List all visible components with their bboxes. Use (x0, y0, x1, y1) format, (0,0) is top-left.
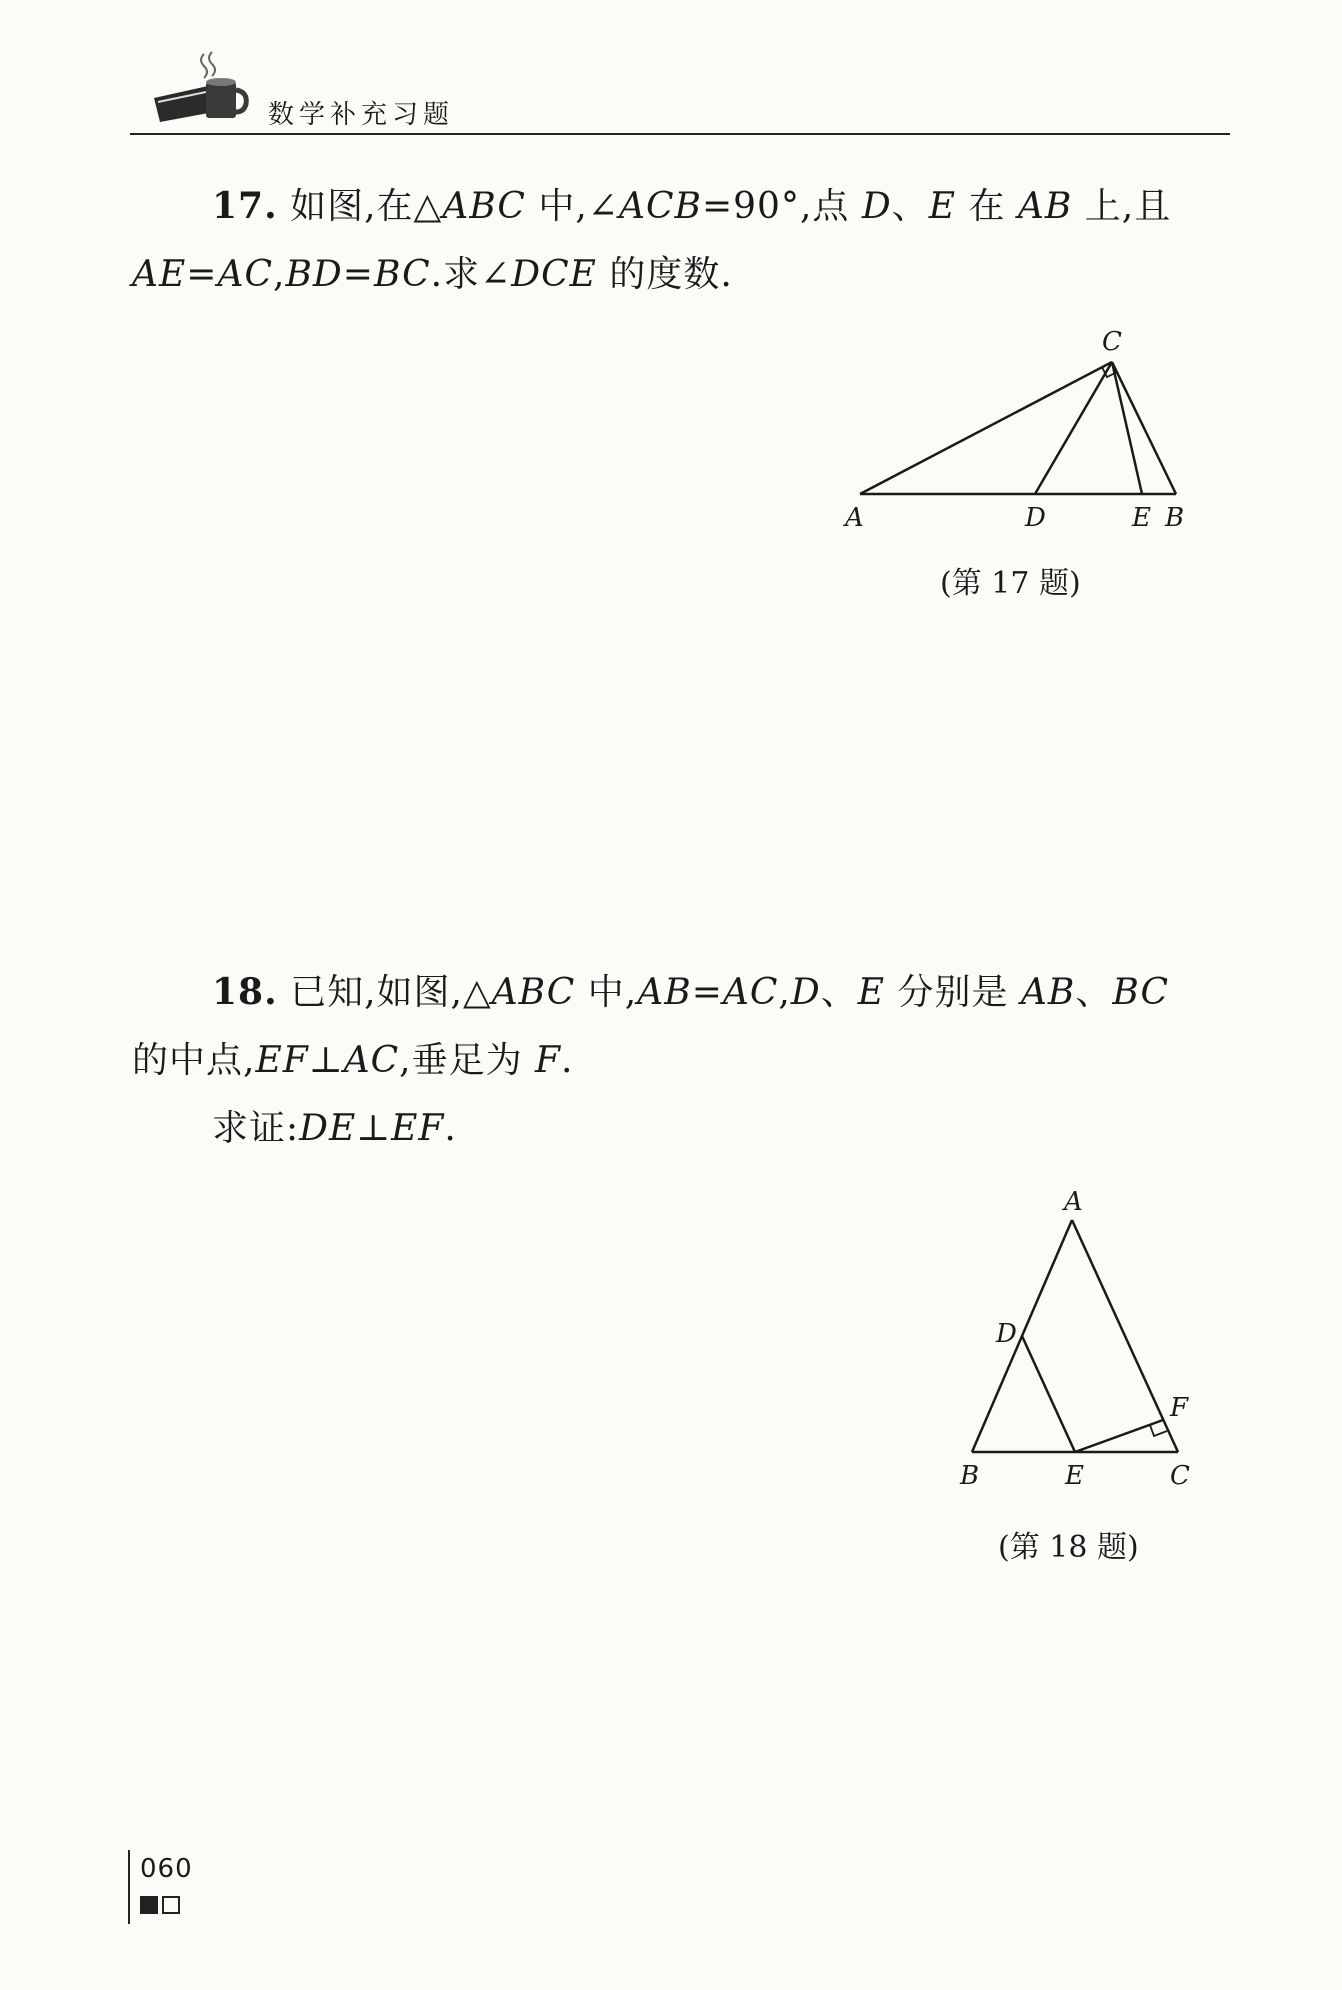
page-bar (128, 1850, 130, 1924)
text-segment: 在 (956, 186, 1018, 227)
text-segment: 已知,如图,△ (290, 972, 492, 1013)
label-f: F (1170, 1393, 1189, 1423)
label-c: C (1102, 327, 1122, 357)
text-segment: 如图,在△ (290, 186, 443, 227)
caption-17: (第 17 题) (940, 566, 1081, 601)
label-b: B (1165, 503, 1185, 533)
label-c: C (1170, 1461, 1190, 1491)
text-segment: . (444, 1108, 457, 1149)
math-symbol: BC (373, 254, 431, 295)
problem-18-number: 18. (212, 971, 278, 1013)
header-rule (130, 133, 1230, 135)
math-symbol: EF (391, 1108, 445, 1149)
text-segment: 中,∠ (525, 186, 619, 227)
segment-ce (1112, 362, 1142, 494)
text-segment: 分别是 (885, 972, 1021, 1013)
problem-18-line-2 (132, 1027, 1232, 1095)
page-marks (140, 1896, 180, 1914)
right-angle-mark (1150, 1425, 1167, 1436)
problem-17-number: 17. (212, 185, 278, 227)
label-d: D (1025, 503, 1046, 533)
text-segment: ⊥ (308, 1040, 344, 1081)
math-symbol: DCE (511, 254, 597, 295)
math-symbol: DE (299, 1108, 357, 1149)
empty-square-icon (162, 1896, 180, 1914)
label-b: B (960, 1461, 980, 1491)
problem-18-line-1 (132, 958, 1232, 1027)
label-a: A (845, 503, 864, 533)
math-symbol: ABC (491, 972, 576, 1013)
text-segment: 的中点, (132, 1040, 256, 1081)
math-symbol: AE (132, 254, 187, 295)
text-segment: ,垂足为 (399, 1040, 536, 1081)
segment-de (1022, 1336, 1075, 1452)
segment-cb (1112, 362, 1176, 494)
text-segment: 、 (891, 186, 929, 227)
math-symbol: AC (343, 1040, 400, 1081)
text-segment: =90°,点 (701, 186, 862, 227)
problem-18-text-2 (132, 1040, 573, 1081)
figure-18 (950, 1180, 1210, 1500)
problem-17-line-1 (132, 172, 1232, 241)
text-segment: ⊥ (356, 1108, 392, 1149)
text-segment: .求∠ (430, 254, 512, 295)
math-symbol: EF (255, 1040, 309, 1081)
problem-17-line-2 (132, 241, 1232, 309)
math-symbol: ABC (442, 186, 526, 227)
segment-ac (1072, 1220, 1178, 1452)
text-segment: = (691, 972, 723, 1013)
math-symbol: AC (217, 254, 273, 295)
text-segment: 、 (1075, 972, 1113, 1013)
text-segment: = (186, 254, 218, 295)
label-a: A (1064, 1187, 1083, 1217)
text-segment: 求证: (212, 1108, 300, 1149)
problem-17-text-2 (132, 254, 733, 295)
math-symbol: BD (285, 254, 343, 295)
page-number: 060 (140, 1854, 193, 1884)
problem-18-text-3 (212, 1108, 457, 1149)
label-d: D (996, 1319, 1017, 1349)
book-and-mug-icon (150, 46, 250, 126)
label-e: E (1132, 503, 1151, 533)
text-segment: 上,且 (1072, 186, 1172, 227)
text-segment: 、 (820, 972, 858, 1013)
math-symbol: E (857, 972, 886, 1013)
text-segment: , (778, 972, 791, 1013)
text-segment: = (342, 254, 374, 295)
problem-17 (132, 172, 1232, 309)
caption-18: (第 18 题) (998, 1530, 1139, 1565)
segment-ef (1075, 1420, 1163, 1452)
math-symbol: BC (1112, 972, 1170, 1013)
math-symbol: ACB (618, 186, 702, 227)
problem-18 (132, 958, 1232, 1163)
problem-18-line-3 (132, 1095, 1232, 1163)
problem-18-text-1 (290, 972, 1169, 1013)
math-symbol: AB (1017, 186, 1073, 227)
text-segment: , (273, 254, 286, 295)
label-e: E (1065, 1461, 1084, 1491)
header-title: 数学补充习题 (268, 100, 455, 130)
text-segment: . (561, 1040, 574, 1081)
math-symbol: E (928, 186, 957, 227)
text-segment: 的度数. (596, 254, 733, 295)
problem-17-text-1 (290, 186, 1171, 227)
text-segment: 中, (575, 972, 638, 1013)
math-symbol: D (861, 186, 892, 227)
math-symbol: AC (722, 972, 779, 1013)
math-symbol: D (790, 972, 821, 1013)
math-symbol: AB (637, 972, 692, 1013)
filled-square-icon (140, 1896, 158, 1914)
math-symbol: AB (1020, 972, 1076, 1013)
math-symbol: F (535, 1040, 561, 1081)
figure-17 (840, 320, 1220, 540)
